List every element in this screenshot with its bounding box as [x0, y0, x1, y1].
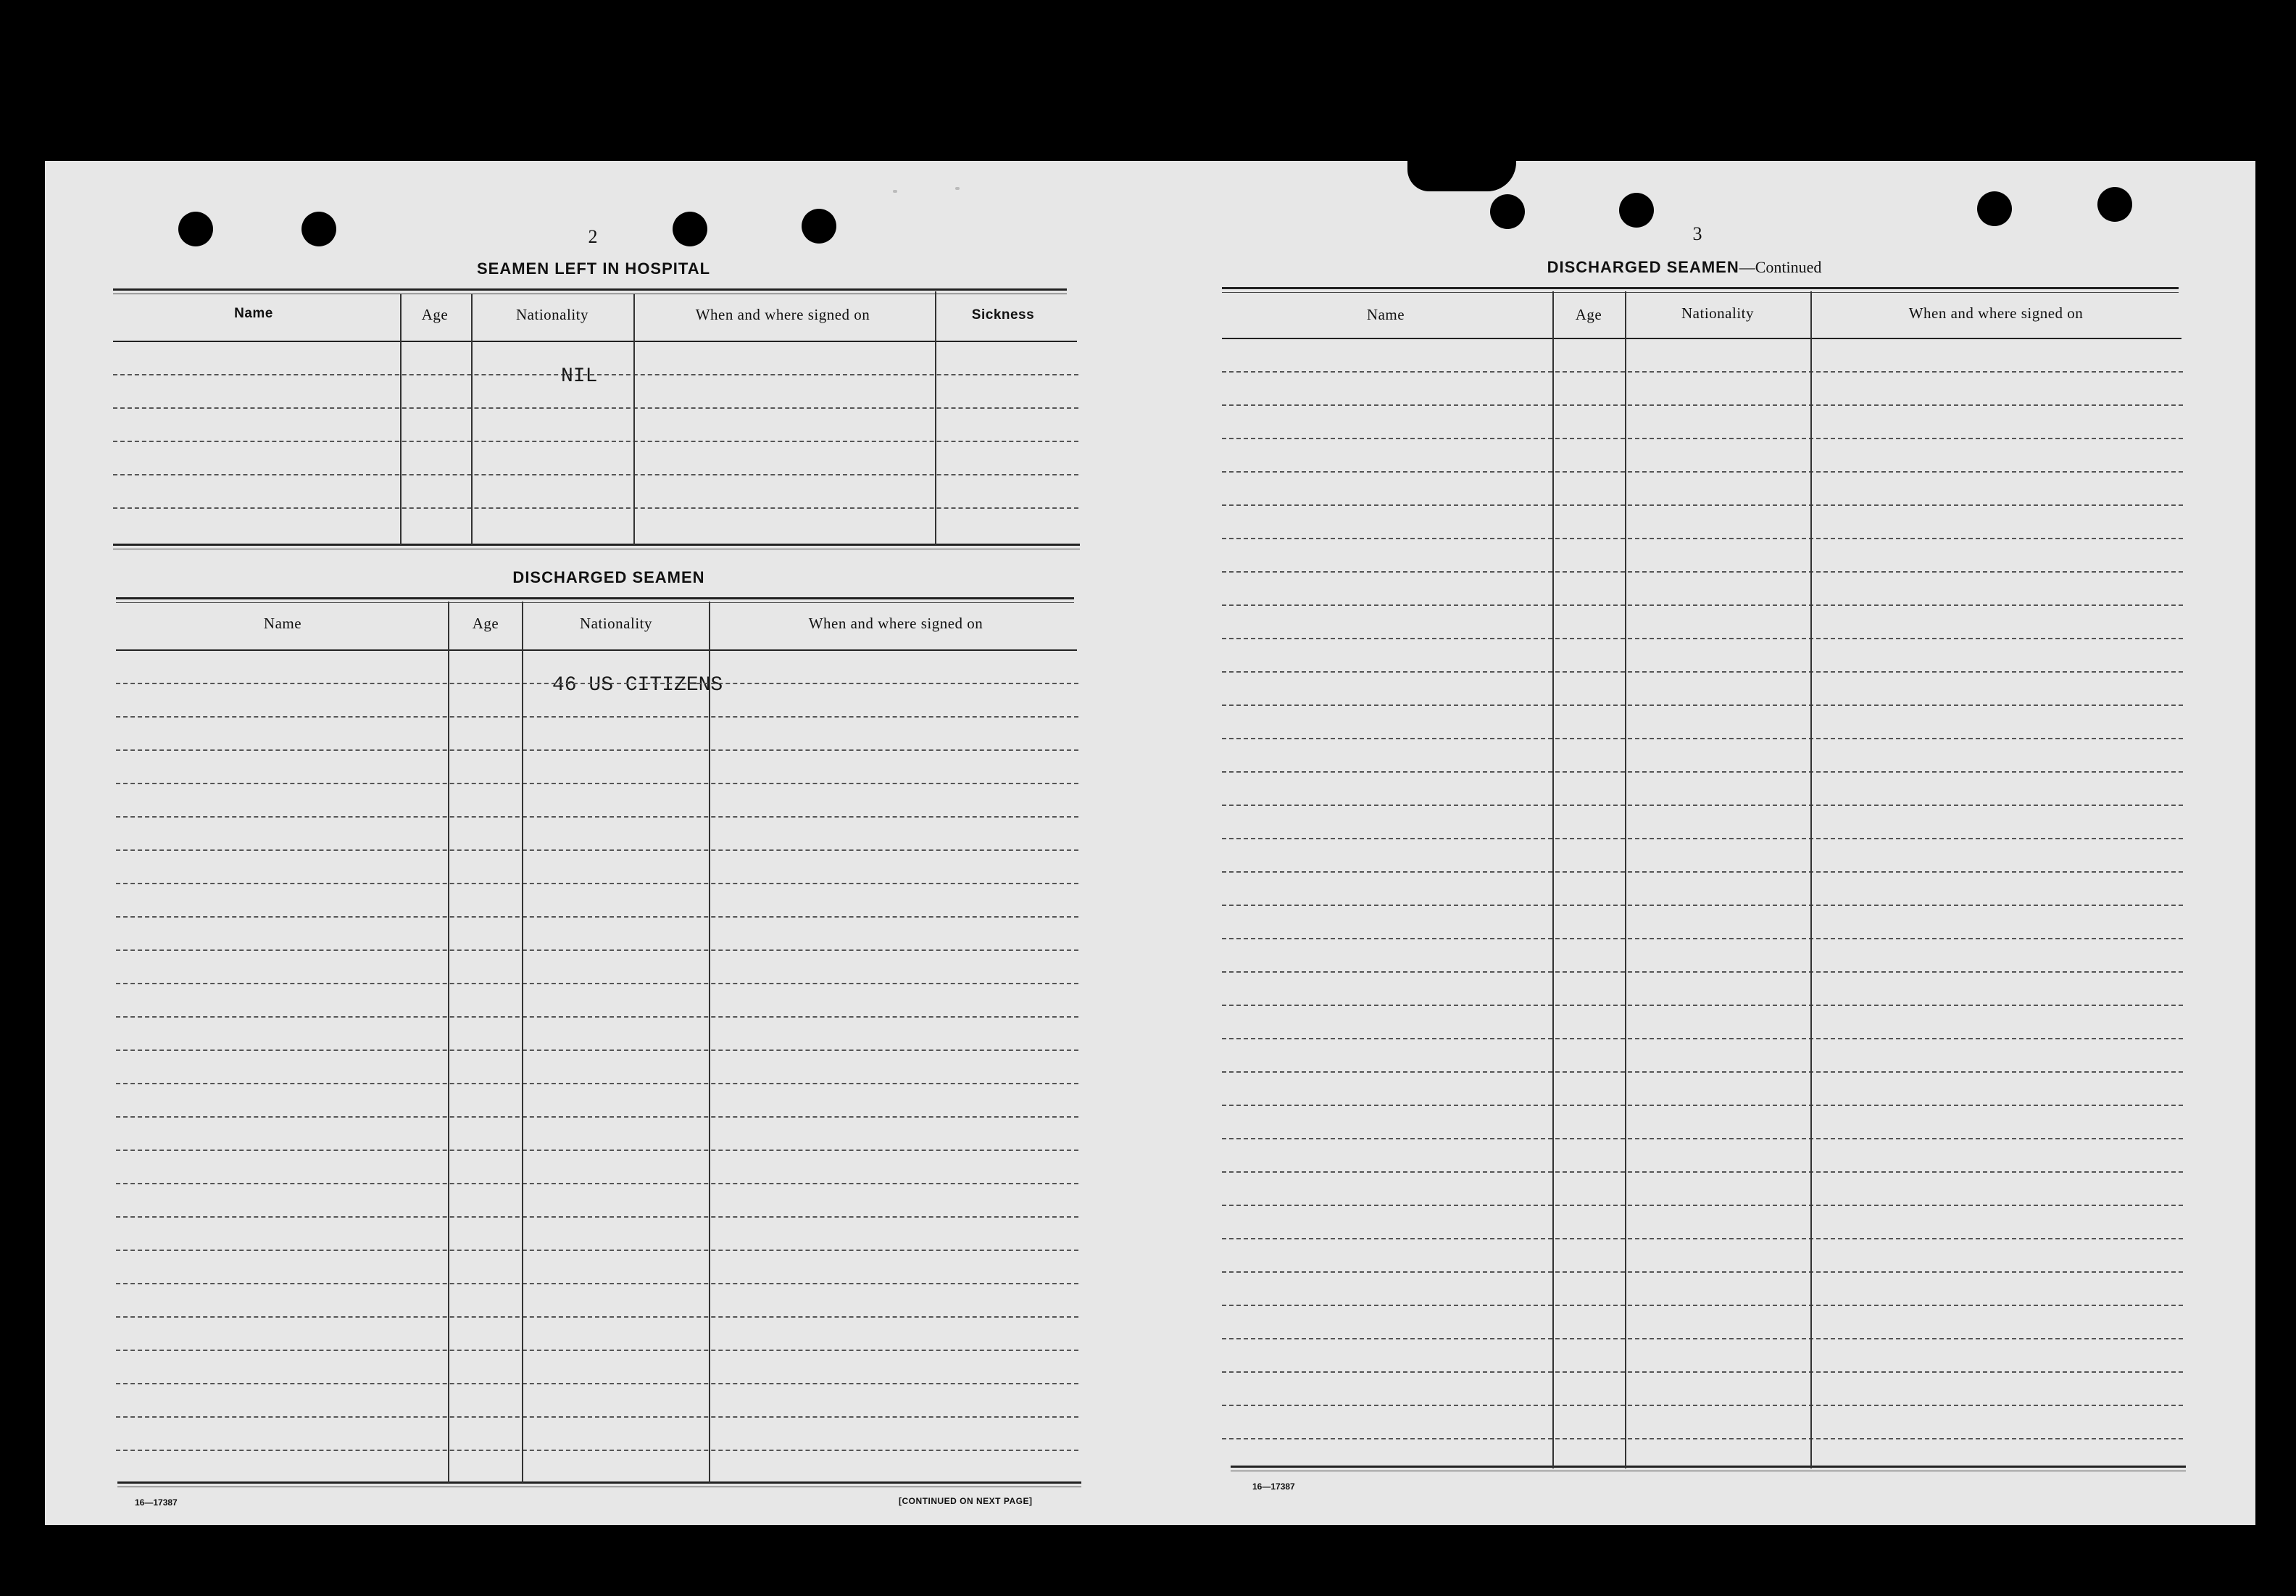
- entry-line: [1222, 905, 2183, 906]
- table-top-rule: [113, 288, 1067, 294]
- entry-line: [1222, 538, 2183, 539]
- column-divider: [1552, 291, 1554, 1468]
- entry-line: [116, 816, 1078, 818]
- entry-line: [116, 1250, 1078, 1251]
- right-page: [1132, 161, 2255, 1525]
- entry-line: [116, 783, 1078, 784]
- col-header-name: Name: [263, 615, 302, 632]
- entry-line: [1222, 671, 2183, 673]
- entry-line: [116, 1383, 1078, 1384]
- entry-line: [1222, 1305, 2183, 1306]
- hospital-section-title: SEAMEN LEFT IN HOSPITAL: [476, 259, 711, 278]
- column-divider: [633, 294, 635, 545]
- entry-line: [113, 407, 1078, 409]
- entry-line: [1222, 871, 2183, 873]
- form-number: 16—17387: [135, 1497, 178, 1508]
- entry-line: [116, 749, 1078, 751]
- entry-line: [1222, 1405, 2183, 1406]
- section-title-suffix: —Continued: [1739, 258, 1822, 276]
- table-bottom-rule: [1231, 1466, 2186, 1471]
- entry-line: [116, 849, 1078, 851]
- column-divider: [1810, 291, 1812, 1468]
- header-rule: [1222, 338, 2181, 339]
- entry-line: [116, 1016, 1078, 1018]
- entry-line: [116, 1316, 1078, 1318]
- entry-line: [1222, 571, 2183, 573]
- entry-line: [1222, 705, 2183, 706]
- entry-line: [1222, 1005, 2183, 1006]
- entry-line: [1222, 1338, 2183, 1339]
- entry-line: [1222, 638, 2183, 639]
- header-rule: [116, 649, 1077, 651]
- form-number: 16—17387: [1252, 1481, 1295, 1492]
- entry-line: [113, 474, 1078, 475]
- entry-line: [113, 507, 1078, 509]
- col-header-nationality: Nationality: [516, 306, 588, 323]
- entry-line: [1222, 771, 2183, 773]
- discharged-section-title: DISCHARGED SEAMEN: [512, 568, 705, 586]
- column-divider: [522, 602, 523, 1483]
- entry-line: [1222, 805, 2183, 806]
- entry-line: [1222, 838, 2183, 839]
- entry-line: [1222, 1371, 2183, 1373]
- col-header-signed-on: When and where signed on: [695, 306, 870, 323]
- entry-line: [1222, 438, 2183, 439]
- col-header-sickness: Sickness: [971, 307, 1035, 323]
- col-header-age: Age: [1575, 306, 1602, 323]
- entry-line: [116, 1450, 1078, 1451]
- hospital-entry-nil: NIL: [561, 365, 598, 388]
- column-divider: [709, 602, 710, 1483]
- table-top-rule: [116, 597, 1074, 603]
- entry-line: [116, 716, 1078, 718]
- col-header-signed-on: When and where signed on: [1908, 304, 2084, 322]
- entry-line: [116, 1116, 1078, 1118]
- left-page: [45, 161, 1132, 1525]
- col-header-name: Name: [1366, 306, 1405, 323]
- entry-line: [1222, 404, 2183, 406]
- entry-line: [1222, 504, 2183, 506]
- entry-line: [1222, 371, 2183, 373]
- entry-line: [116, 1350, 1078, 1351]
- col-header-age: Age: [421, 306, 449, 323]
- entry-line: [116, 883, 1078, 884]
- entry-line: [1222, 738, 2183, 739]
- entry-line: [116, 1150, 1078, 1151]
- entry-line: [116, 949, 1078, 951]
- entry-line: [116, 1050, 1078, 1051]
- entry-line: [1222, 1271, 2183, 1273]
- entry-line: [116, 983, 1078, 984]
- entry-line: [1222, 1438, 2183, 1439]
- discharged-continued-title: [1547, 258, 1822, 277]
- column-divider: [471, 294, 473, 545]
- col-header-signed-on: When and where signed on: [808, 615, 983, 632]
- col-header-nationality: Nationality: [1681, 304, 1754, 322]
- entry-line: [1222, 1138, 2183, 1139]
- entry-line: [116, 1283, 1078, 1284]
- entry-line: [1222, 604, 2183, 606]
- entry-line: [113, 441, 1078, 442]
- entry-line: [116, 1216, 1078, 1218]
- col-header-name: Name: [234, 306, 273, 321]
- entry-line: [1222, 1038, 2183, 1039]
- col-header-age: Age: [472, 615, 499, 632]
- column-divider: [935, 291, 936, 545]
- entry-line: [1222, 1105, 2183, 1106]
- col-header-nationality: Nationality: [580, 615, 652, 632]
- column-divider: [1625, 291, 1626, 1468]
- column-divider: [400, 294, 402, 545]
- column-divider: [448, 602, 449, 1483]
- entry-line: [1222, 938, 2183, 939]
- entry-line: [1222, 971, 2183, 973]
- entry-line: [1222, 1238, 2183, 1239]
- discharged-entry: 46 US CITIZENS: [552, 674, 723, 697]
- document-sheet: [45, 161, 2255, 1525]
- continued-note: [CONTINUED ON NEXT PAGE]: [899, 1496, 1033, 1506]
- page-number: 2: [588, 226, 598, 247]
- entry-line: [116, 1183, 1078, 1184]
- header-rule: [113, 341, 1077, 342]
- table-bottom-rule: [117, 1481, 1081, 1487]
- page-number: 3: [1692, 223, 1702, 244]
- entry-line: [116, 1083, 1078, 1084]
- entry-line: [116, 1416, 1078, 1418]
- entry-line: [1222, 1071, 2183, 1073]
- entry-line: [1222, 1205, 2183, 1206]
- table-top-rule: [1222, 287, 2179, 293]
- entry-line: [116, 916, 1078, 918]
- section-title-text: DISCHARGED SEAMEN: [1547, 258, 1739, 276]
- entry-line: [1222, 471, 2183, 473]
- entry-line: [1222, 1171, 2183, 1173]
- entry-line: [116, 683, 1078, 684]
